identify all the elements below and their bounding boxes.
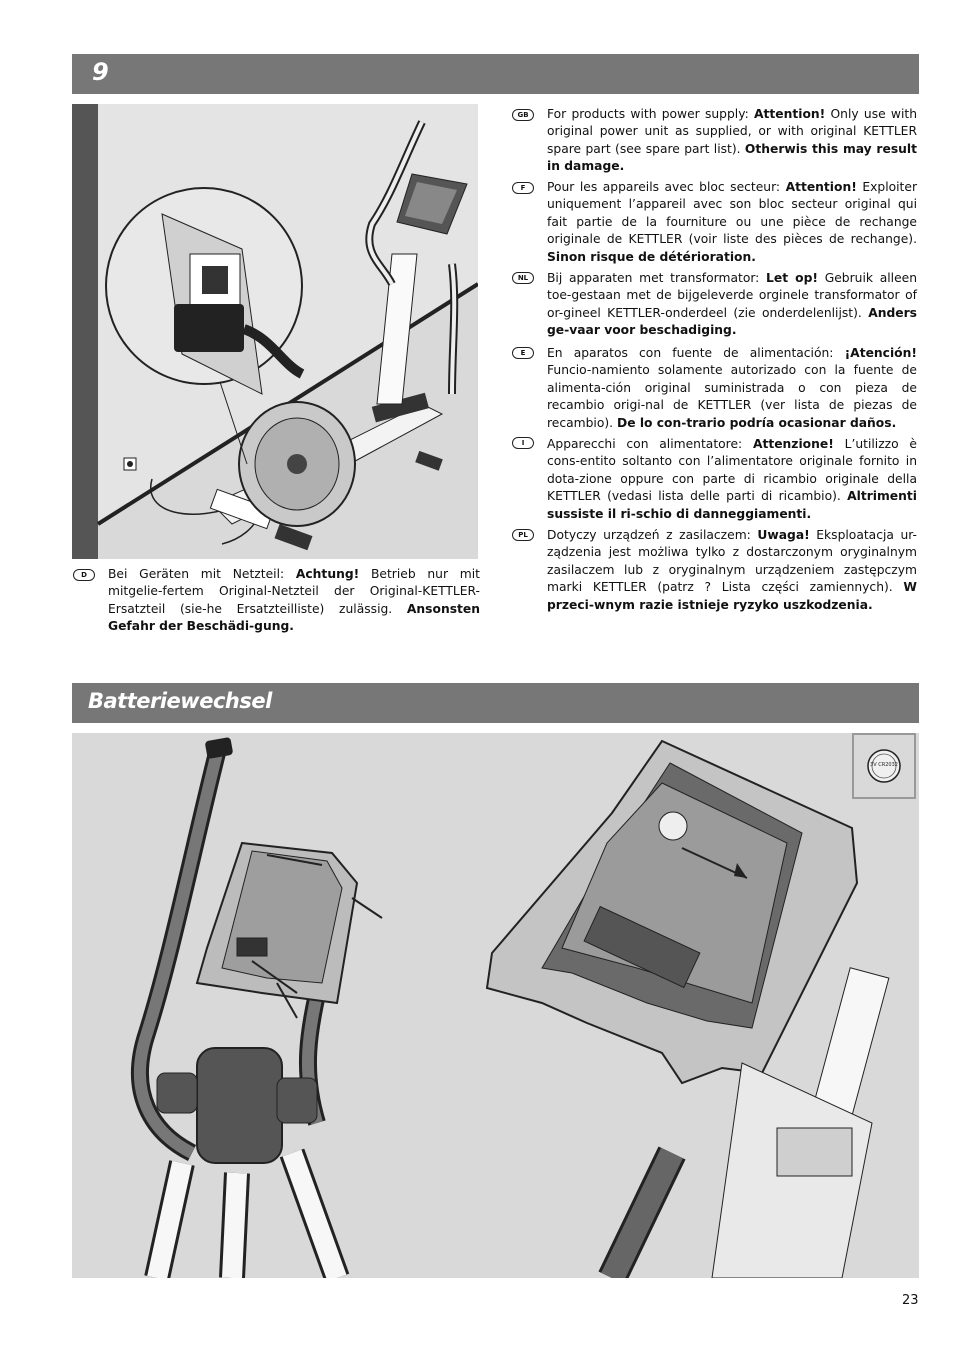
- note-pl: Dotyczy urządzeń z zasilaczem: Uwaga! Eksploatacja ur-ządzenia jest możliwa tylko z dostarczonym oryginalnym zasilaczem lub z oryginalnym urządzeniem zastępczym marki KETTLER (patrz ? Lista części zamiennych). W przeci-wnym razie istnieje ryzyko uszkodzenia.: [547, 528, 917, 612]
- power-supply-illustration: [72, 104, 478, 559]
- flag-de: D: [73, 569, 95, 581]
- note-e: En aparatos con fuente de alimentación: ¡Atención! Funcio-namiento solamente autorizado con la fuente de alimenta-ción original suministrada o con pieza de recambio origi-nal de KETTLER (ver lista de piezas de recambio). De lo con-trario podría ocasionar daños.: [547, 346, 917, 430]
- note-gb: For products with power supply: Attention! Only use with original power unit as supplied, or with original KETTLER spare part (see spare part list). Otherwis this may result in damage.: [547, 107, 918, 174]
- battery-section-header-bar: [72, 683, 919, 723]
- section-number: 9: [92, 58, 109, 86]
- coin-battery-icon: [854, 735, 914, 797]
- page-number: 23: [902, 1293, 919, 1308]
- battery-change-illustration: [72, 733, 919, 1278]
- battery-label: 3V CR2032: [870, 762, 898, 768]
- battery-section-title: Batteriewechsel: [88, 689, 272, 713]
- flag-i: I: [512, 437, 534, 449]
- battery-callout: [852, 733, 916, 799]
- elliptical-trainer-drawing: [72, 104, 478, 559]
- flag-pl: PL: [512, 529, 534, 541]
- note-f: Pour les appareils avec bloc secteur: Attention! Exploiter uniquement l’appareil avec son bloc secteur original qui fait partie de la fourniture ou une pièce de rechange originale de KETTLER (voir liste des pièces de rechange). Sinon risque de détérioration.: [547, 180, 917, 264]
- flag-e: E: [512, 347, 534, 359]
- flag-f: F: [512, 182, 534, 194]
- flag-gb: GB: [512, 109, 534, 121]
- note-nl: Bij apparaten met transformator: Let op! Gebruik alleen toe-gestaan met de bijgeleverde orginele transformator of or-gineel KETTLER-onderdeel (zie onderdelenlijst). Anders ge-vaar voor beschadiging.: [547, 271, 917, 338]
- flag-nl: NL: [512, 272, 534, 284]
- section-header-bar: [72, 54, 919, 94]
- console-battery-drawing: [72, 733, 919, 1278]
- note-de: Bei Geräten mit Netzteil: Achtung! Betrieb nur mit mitgelie-fertem Original-Netzteil der Original-KETTLER-Ersatzteil (sie-he Ersatzteilliste) zulässig. Ansonsten Gefahr der Beschädi-gung.: [108, 567, 480, 634]
- note-i: Apparecchi con alimentatore: Attenzione! L’utilizzo è cons-entito soltanto con l’alimentatore originale fornito in dota-zione oppure con parte di ricambio originale della KETTLER (vedasi lista delle parti di ricambio). Altrimenti sussiste il ri-schio di danneggiamenti.: [547, 437, 917, 521]
